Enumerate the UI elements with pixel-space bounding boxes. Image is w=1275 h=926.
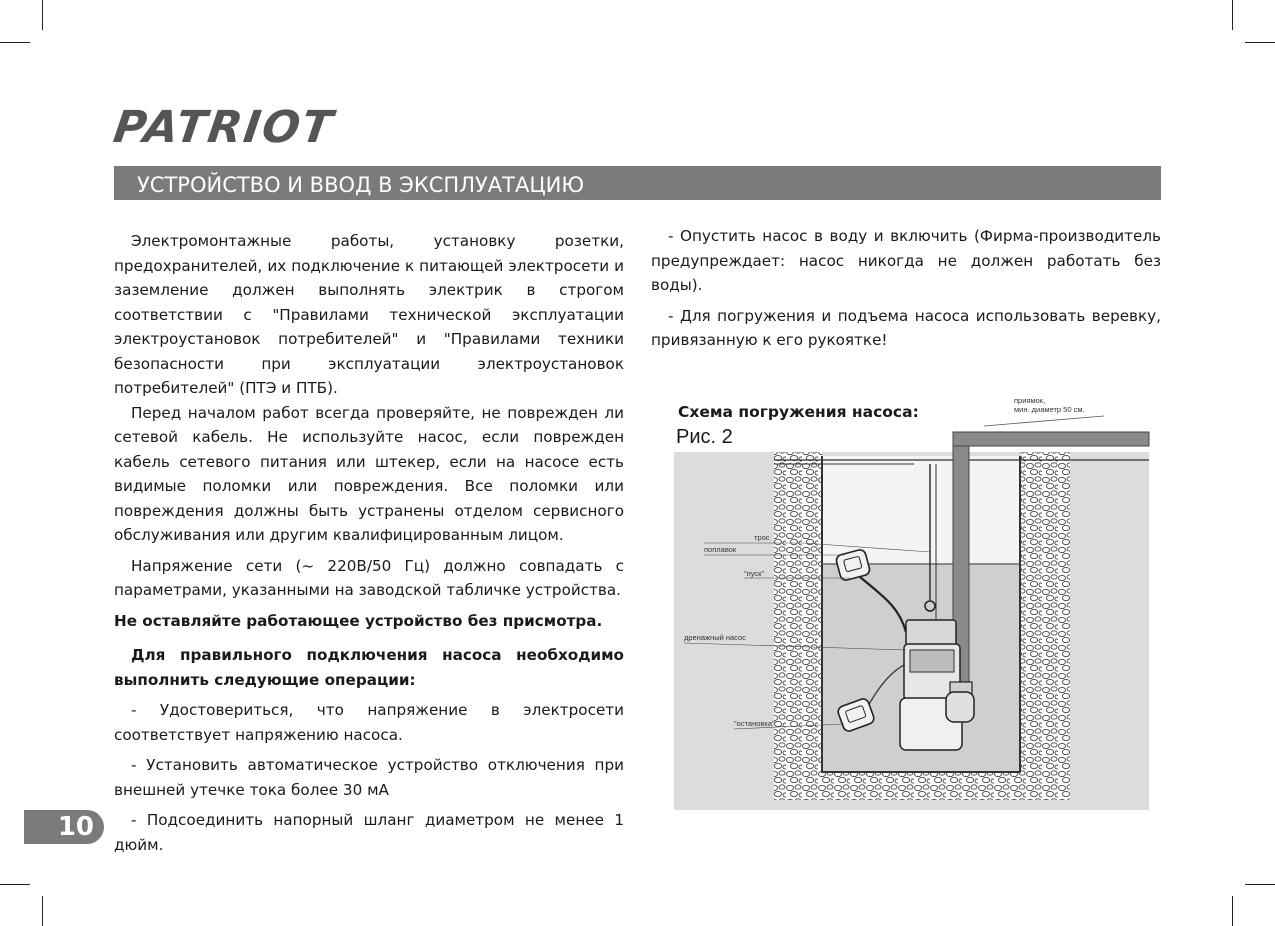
label-pit: приямок, xyxy=(1014,396,1046,405)
operation-item: - Опустить насос в воду и включить (Фирма-производитель предупреждает: насос никогда не должен работать без воды). xyxy=(651,227,1161,294)
paragraph-voltage: Напряжение сети (~ 220В/50 Гц) должно совпадать с параметрами, указанными на заводской табличке устройства. xyxy=(114,556,624,599)
paragraph-wiring: Электромонтажные работы, установку розетки, предохранителей, их подключение к питающей электросети и заземление должен выполнять электрик в строгом соответствии с "Правилами технической эксплуатации электроустановок потребителей" и "Правилами техники безопасности при эксплуатации электроустановок потребителей" (ПТЭ и ПТБ). xyxy=(114,232,624,397)
crop-mark xyxy=(42,896,43,926)
gravel-wall-right xyxy=(1020,452,1070,800)
label-float: поплавок xyxy=(704,545,737,554)
operation-item: - Удостовериться, что напряжение в электросети соответствует напряжению насоса. xyxy=(114,701,624,744)
label-pump: дренажный насос xyxy=(684,633,746,642)
label-pit-diameter: мин. диаметр 50 см. xyxy=(1014,405,1085,414)
label-stop: "остановка" xyxy=(734,719,775,728)
pit-air xyxy=(822,456,1020,564)
crop-mark xyxy=(42,0,43,30)
gravel-bottom xyxy=(774,772,1070,800)
crop-mark xyxy=(0,884,30,885)
crop-mark xyxy=(0,42,30,43)
left-column xyxy=(114,229,624,857)
label-start: "пуск" xyxy=(744,569,765,578)
operation-item: - Подсоединить напорный шланг диаметром не менее 1 дюйм. xyxy=(114,811,624,854)
pump-installation-diagram xyxy=(674,392,1154,816)
crop-mark xyxy=(1245,884,1275,885)
page-number: 10 xyxy=(24,810,104,844)
label-rope: трос xyxy=(754,533,770,542)
warning-text: Не оставляйте работающее устройство без присмотра. xyxy=(114,611,603,630)
crop-mark xyxy=(1232,896,1233,926)
figure-title: Схема погружения насоса: xyxy=(678,403,919,421)
operations-heading: Для правильного подключения насоса необходимо выполнить следующие операции: xyxy=(114,646,624,689)
crop-mark xyxy=(1232,0,1233,30)
right-column xyxy=(651,224,1161,353)
operation-item: - Для погружения и подъема насоса использовать веревку, привязанную к его рукоятке! xyxy=(651,306,1161,349)
crop-mark xyxy=(1245,42,1275,43)
section-title: УСТРОЙСТВО И ВВОД В ЭКСПЛУАТАЦИЮ xyxy=(114,166,1161,200)
brand-logo: PATRIOT xyxy=(110,102,338,153)
figure-number: Рис. 2 xyxy=(676,426,733,448)
paragraph-inspection: Перед началом работ всегда проверяйте, не поврежден ли сетевой кабель. Не используйте насос, если поврежден кабель сетевого питания или штекер, если на насосе есть видимые поломки или повреждения. Все поломки или повреждения должны быть устранены отделом сервисного обслуживания или другим квалифицированным лицом. xyxy=(114,403,624,544)
operation-item: - Установить автоматическое устройство отключения при внешней утечке тока более 30 мА xyxy=(114,756,624,799)
gravel-wall-left xyxy=(774,452,822,800)
